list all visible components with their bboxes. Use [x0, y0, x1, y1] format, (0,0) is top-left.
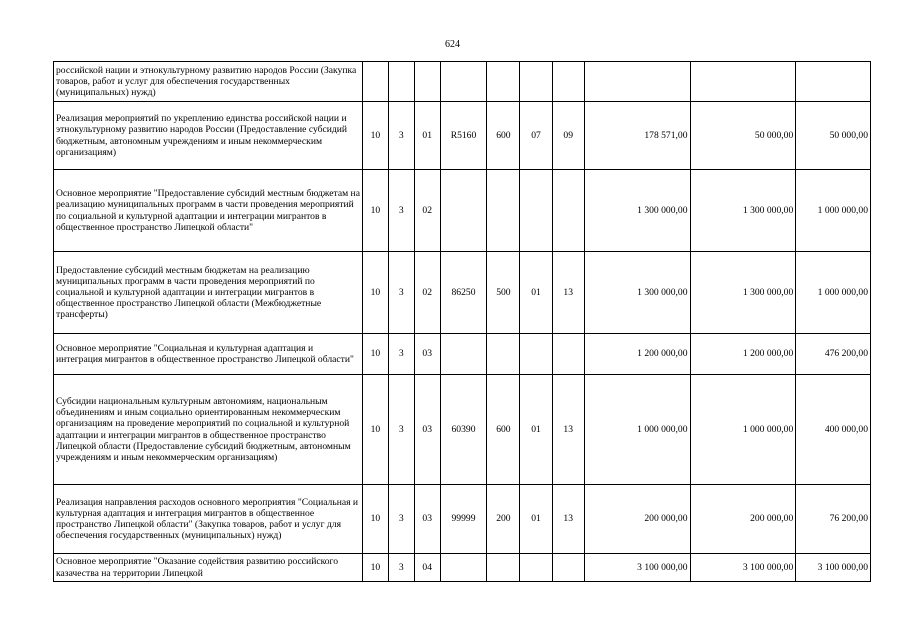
- amount-cell: 3 100 000,00: [584, 554, 690, 582]
- code-cell: [440, 170, 487, 252]
- row-name: Основное мероприятие "Социальная и культурная адаптация и интеграция мигрантов в общественное пространство Липецкой области": [54, 334, 363, 375]
- table-row: [54, 554, 871, 582]
- amount-cell: 1 300 000,00: [690, 170, 796, 252]
- code-cell: 60390: [440, 375, 487, 485]
- code-cell: 600: [487, 102, 520, 170]
- table-row: [54, 252, 871, 334]
- code-cell: [552, 62, 584, 102]
- code-cell: 10: [362, 375, 388, 485]
- code-cell: 13: [552, 375, 584, 485]
- amount-cell: 50 000,00: [796, 102, 871, 170]
- code-cell: 3: [388, 252, 414, 334]
- code-cell: 10: [362, 554, 388, 582]
- row-name: Реализация мероприятий по укреплению единства российской нации и этнокультурному развитию народов России (Предоставление субсидий бюджетным, автономным учреждениям и иным некоммерческим организациям): [54, 102, 363, 170]
- amount-cell: 1 300 000,00: [690, 252, 796, 334]
- code-cell: 07: [520, 102, 552, 170]
- amount-cell: 50 000,00: [690, 102, 796, 170]
- code-cell: 3: [388, 485, 414, 554]
- amount-cell: 1 200 000,00: [690, 334, 796, 375]
- code-cell: 10: [362, 485, 388, 554]
- row-name: Основное мероприятие "Предоставление субсидий местным бюджетам на реализацию муниципальных программ в части проведения мероприятий по социальной и культурной адаптации и интеграции мигрантов в общественное пространство Липецкой области": [54, 170, 363, 252]
- code-cell: [520, 334, 552, 375]
- code-cell: [552, 334, 584, 375]
- code-cell: [487, 334, 520, 375]
- amount-cell: 1 300 000,00: [584, 252, 690, 334]
- code-cell: 01: [520, 375, 552, 485]
- amount-cell: 1 200 000,00: [584, 334, 690, 375]
- code-cell: [440, 62, 487, 102]
- code-cell: 10: [362, 170, 388, 252]
- code-cell: 3: [388, 102, 414, 170]
- table-row: [54, 334, 871, 375]
- code-cell: [552, 170, 584, 252]
- code-cell: 03: [414, 485, 440, 554]
- page-number: 624: [445, 39, 460, 50]
- code-cell: R5160: [440, 102, 487, 170]
- amount-cell: 1 000 000,00: [690, 375, 796, 485]
- code-cell: [487, 170, 520, 252]
- code-cell: 01: [520, 252, 552, 334]
- amount-cell: 1 000 000,00: [796, 170, 871, 252]
- code-cell: 03: [414, 375, 440, 485]
- code-cell: 99999: [440, 485, 487, 554]
- amount-cell: 3 100 000,00: [690, 554, 796, 582]
- code-cell: [552, 554, 584, 582]
- amount-cell: [796, 62, 871, 102]
- table-row: [54, 62, 871, 102]
- code-cell: 02: [414, 252, 440, 334]
- amount-cell: 1 000 000,00: [796, 252, 871, 334]
- code-cell: 600: [487, 375, 520, 485]
- code-cell: 13: [552, 252, 584, 334]
- amount-cell: [584, 62, 690, 102]
- amount-cell: 200 000,00: [690, 485, 796, 554]
- table-row: [54, 102, 871, 170]
- amount-cell: 178 571,00: [584, 102, 690, 170]
- code-cell: 3: [388, 554, 414, 582]
- code-cell: 03: [414, 334, 440, 375]
- amount-cell: 400 000,00: [796, 375, 871, 485]
- code-cell: [414, 62, 440, 102]
- code-cell: 13: [552, 485, 584, 554]
- code-cell: [520, 62, 552, 102]
- code-cell: [440, 334, 487, 375]
- table-row: [54, 485, 871, 554]
- code-cell: 01: [414, 102, 440, 170]
- amount-cell: [690, 62, 796, 102]
- table-row: [54, 170, 871, 252]
- table-row: [54, 375, 871, 485]
- code-cell: [440, 554, 487, 582]
- amount-cell: 200 000,00: [584, 485, 690, 554]
- row-name: Предоставление субсидий местным бюджетам на реализацию муниципальных программ в части проведения мероприятий по социальной и культурной адаптации и интеграции мигрантов в общественное пространство Липецкой области (Межбюджетные трансферты): [54, 252, 363, 334]
- code-cell: 86250: [440, 252, 487, 334]
- code-cell: [388, 62, 414, 102]
- code-cell: 3: [388, 334, 414, 375]
- code-cell: 09: [552, 102, 584, 170]
- amount-cell: 3 100 000,00: [796, 554, 871, 582]
- budget-table: [53, 61, 871, 582]
- code-cell: [520, 170, 552, 252]
- code-cell: [520, 554, 552, 582]
- code-cell: 3: [388, 375, 414, 485]
- code-cell: [487, 62, 520, 102]
- amount-cell: 1 000 000,00: [584, 375, 690, 485]
- row-name: Реализация направления расходов основного мероприятия "Социальная и культурная адаптация и интеграция мигрантов в общественное пространство Липецкой области" (Закупка товаров, работ и услуг для обеспечения государственных (муниципальных) нужд): [54, 485, 363, 554]
- amount-cell: 476 200,00: [796, 334, 871, 375]
- code-cell: 3: [388, 170, 414, 252]
- code-cell: 500: [487, 252, 520, 334]
- row-name: Субсидии национальным культурным автономиям, национальным объединениям и иным социально ориентированным некоммерческим организациям на проведение мероприятий по социальной и культурной адаптации и интеграции мигрантов в общественное пространство Липецкой области (Предоставление субсидий бюджетным, автономным учреждениям и иным некоммерческим организациям): [54, 375, 363, 485]
- code-cell: [487, 554, 520, 582]
- row-name: российской нации и этнокультурному развитию народов России (Закупка товаров, работ и услуг для обеспечения государственных (муниципальных) нужд): [54, 62, 363, 102]
- code-cell: 10: [362, 252, 388, 334]
- code-cell: 200: [487, 485, 520, 554]
- code-cell: 10: [362, 334, 388, 375]
- amount-cell: 1 300 000,00: [584, 170, 690, 252]
- code-cell: 02: [414, 170, 440, 252]
- code-cell: 01: [520, 485, 552, 554]
- code-cell: 10: [362, 102, 388, 170]
- code-cell: [362, 62, 388, 102]
- amount-cell: 76 200,00: [796, 485, 871, 554]
- code-cell: 04: [414, 554, 440, 582]
- row-name: Основное мероприятие "Оказание содействия развитию российского казачества на территории Липецкой: [54, 554, 363, 582]
